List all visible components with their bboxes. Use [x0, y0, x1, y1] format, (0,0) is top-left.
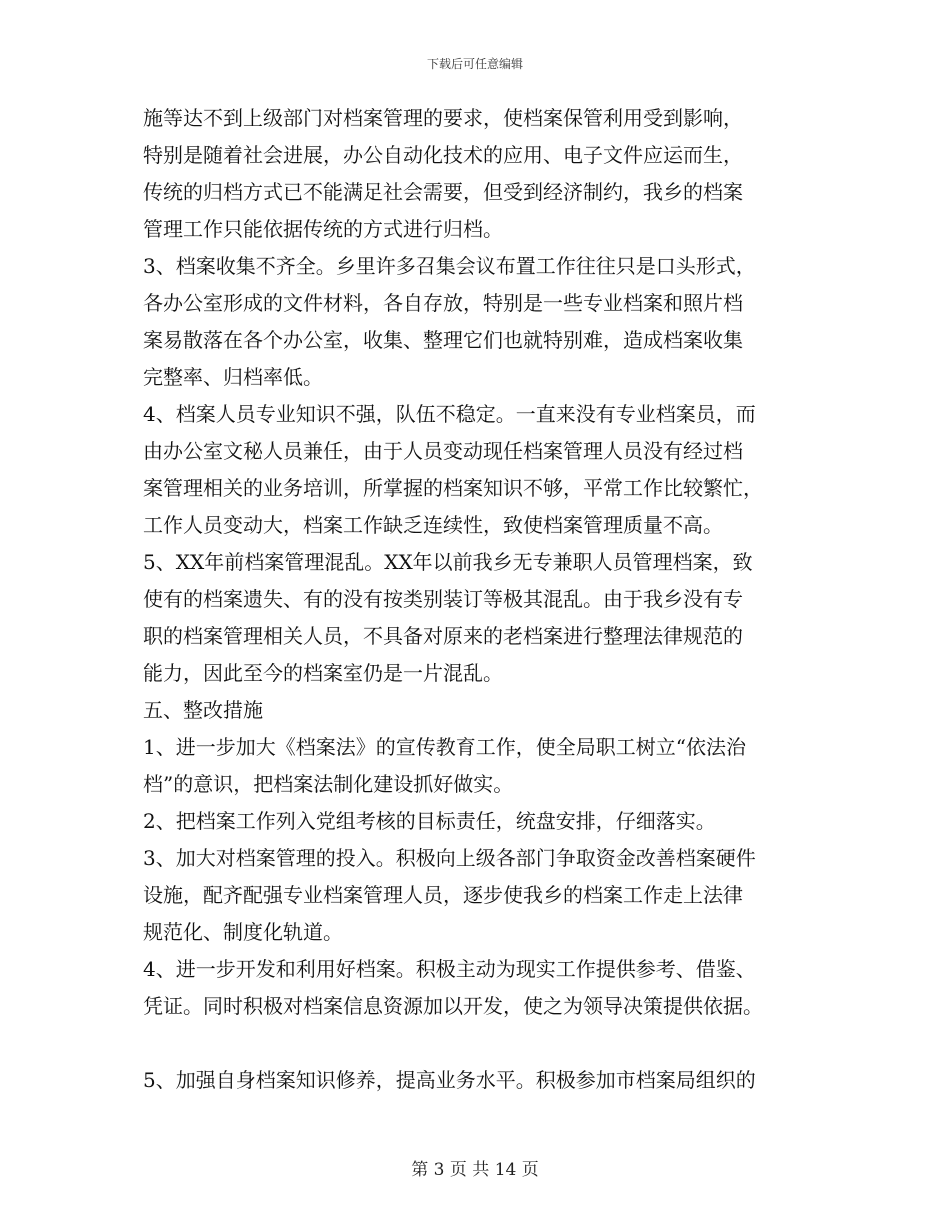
blank-line: [143, 1025, 813, 1062]
text-line: 由办公室文秘人员兼任，由于人员变动现任档案管理人员没有经过档: [143, 439, 743, 463]
text-line: 能力，因此至今的档案室仍是一片混乱。: [143, 661, 503, 685]
text-line: 档”的意识，把档案法制化建设抓好做实。: [143, 772, 514, 796]
text-line: 案管理相关的业务培训，所掌握的档案知识不够，平常工作比较繁忙，: [143, 476, 763, 500]
text-line: 3、档案收集不齐全。乡里许多召集会议布置工作往往只是口头形式，: [143, 254, 756, 278]
text-line: 设施，配齐配强专业档案管理人员，逐步使我乡的档案工作走上法律: [143, 883, 743, 907]
text-line: 管理工作只能依据传统的方式进行归档。: [143, 217, 503, 241]
text-line: 4、进一步开发和利用好档案。积极主动为现实工作提供参考、借鉴、: [143, 957, 756, 981]
text-line: 职的档案管理相关人员，不具备对原来的老档案进行整理法律规范的: [143, 624, 743, 648]
text-line: 工作人员变动大，档案工作缺乏连续性，致使档案管理质量不高。: [143, 513, 723, 537]
page-footer: 第 3 页 共 14 页: [411, 1160, 539, 1180]
text-line: 施等达不到上级部门对档案管理的要求，使档案保管利用受到影响，: [143, 106, 743, 130]
text-line: 传统的归档方式已不能满足社会需要，但受到经济制约，我乡的档案: [143, 180, 743, 204]
text-line: 3、加大对档案管理的投入。积极向上级各部门争取资金改善档案硬件: [143, 846, 756, 870]
text-line: 特别是随着社会进展，办公自动化技术的应用、电子文件应运而生，: [143, 143, 743, 167]
page-header: 下载后可任意编辑: [426, 57, 523, 71]
text-line: 规范化、制度化轨道。: [143, 920, 343, 944]
text-line: 完整率、归档率低。: [143, 365, 323, 389]
text-line: 凭证。同时积极对档案信息资源加以开发，使之为领导决策提供依据。: [143, 994, 763, 1018]
text-line: 5、XX年前档案管理混乱。XX年以前我乡无专兼职人员管理档案，致: [143, 550, 753, 574]
text-line: 1、进一步加大《档案法》的宣传教育工作，使全局职工树立“依法治: [143, 735, 746, 759]
text-line: 4、档案人员专业知识不强，队伍不稳定。一直来没有专业档案员，而: [143, 402, 756, 426]
text-line: 5、加强自身档案知识修养，提高业务水平。积极参加市档案局组织的: [143, 1068, 756, 1092]
document-body: [143, 100, 813, 1099]
text-line: 案易散落在各个办公室，收集、整理它们也就特别难，造成档案收集: [143, 328, 743, 352]
text-line: 2、把档案工作列入党组考核的目标责任，统盘安排，仔细落实。: [143, 809, 716, 833]
section-heading: 五、整改措施: [143, 698, 263, 722]
text-line: 各办公室形成的文件材料，各自存放，特别是一些专业档案和照片档: [143, 291, 743, 315]
text-line: 使有的档案遗失、有的没有按类别装订等极其混乱。由于我乡没有专: [143, 587, 743, 611]
